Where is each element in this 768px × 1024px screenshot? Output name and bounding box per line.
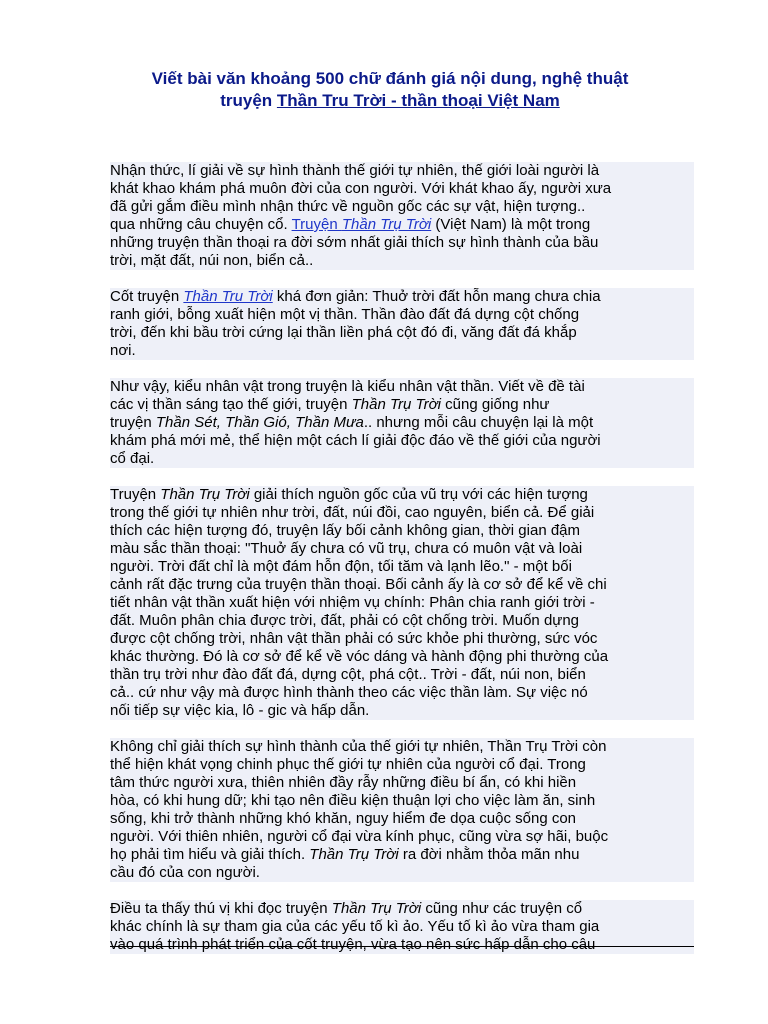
- text-line: khám phá mới mẻ, thể hiện một cách lí giải độc đáo về thế giới của người: [110, 432, 601, 449]
- text-line: [110, 414, 694, 432]
- text-line: trời, mặt đất, núi non, biển cả..: [110, 252, 314, 269]
- text-line: cảnh rất đặc trưng của truyện thần thoại. Bối cảnh ấy là cơ sở để kể về chi: [110, 576, 607, 593]
- text-line: ranh giới, bỗng xuất hiện một vị thần. Thần đào đất đá dựng cột chống: [110, 306, 580, 323]
- text-line: [110, 900, 694, 918]
- page-title: [60, 68, 720, 112]
- italic-text: Thần Sét, Thần Gió, Thần Mưa: [155, 414, 364, 431]
- text-line: tâm thức người xưa, thiên nhiên đầy rẫy những điều bí ẩn, có khi hiền: [110, 774, 577, 791]
- text-run: cũng như các truyện cổ: [421, 900, 583, 917]
- italic-text: Thần Trụ Trời: [331, 900, 422, 917]
- text-line: thích các hiện tượng đó, truyện lấy bối cảnh không gian, thời gian đậm: [110, 522, 581, 539]
- paragraph-5: [110, 738, 694, 882]
- text-line: Nhận thức, lí giải về sự hình thành thế giới tự nhiên, thế giới loài người là: [110, 162, 600, 179]
- text-run: Điều ta thấy thú vị khi đọc truyện: [110, 900, 332, 917]
- text-line: những truyện thần thoại ra đời sớm nhất giải thích sự hình thành của bầu: [110, 234, 599, 251]
- italic-text: Thần Trụ Trời: [160, 486, 250, 503]
- text-line: khác thường. Đó là cơ sở để kể về vóc dáng và hành động phi thường của: [110, 648, 609, 665]
- story-link[interactable]: [292, 216, 432, 233]
- text-line: [110, 216, 694, 234]
- text-run: giải thích nguồn gốc của vũ trụ với các hiện tượng: [249, 486, 588, 503]
- text-line: người. Với thiên nhiên, người cổ đại vừa kính phục, cũng vừa sợ hãi, buộc: [110, 828, 609, 845]
- text-line: khác chính là sự tham gia của các yếu tố kì ảo. Yếu tố kì ảo vừa tham gia: [110, 918, 600, 935]
- title-prefix: truyện: [220, 91, 277, 110]
- paragraph-2: [110, 288, 694, 360]
- text-line: trong thế giới tự nhiên như trời, đất, núi đồi, cao nguyên, biển cả. Để giải: [110, 504, 595, 521]
- title-link[interactable]: Thần Tru Trời - thần thoại Việt Nam: [276, 91, 560, 110]
- text-line: khát khao khám phá muôn đời của con người. Với khát khao ấy, người xưa: [110, 180, 612, 197]
- text-run: .. nhưng mỗi câu chuyện lại là một: [363, 414, 594, 431]
- paragraph-1: [110, 162, 694, 270]
- text-line: [110, 486, 694, 504]
- text-run: ra đời nhằm thỏa mãn nhu: [398, 846, 580, 863]
- text-line: thể hiện khát vọng chinh phục thế giới tự nhiên của người cổ đại. Trong: [110, 756, 586, 773]
- paragraph-3: [110, 378, 694, 468]
- paragraph-4: [110, 486, 694, 720]
- text-line: cả.. cứ như vậy mà được hình thành theo các việc thần làm. Sự việc nó: [110, 684, 588, 701]
- text-run: truyện: [110, 414, 156, 431]
- title-line-2: [60, 90, 720, 112]
- page-bottom-rule: [110, 946, 694, 947]
- italic-text: Thần Trụ Trời: [309, 846, 399, 863]
- text-line: cổ đại.: [110, 450, 155, 467]
- text-line: [110, 846, 694, 864]
- text-line: thần trụ trời như đào đất đá, dựng cột, phá cột.. Trời - đất, núi non, biển: [110, 666, 586, 683]
- text-run: các vị thần sáng tạo thế giới, truyện: [110, 396, 352, 413]
- text-line: Như vậy, kiểu nhân vật trong truyện là kiểu nhân vật thần. Viết về đề tài: [110, 378, 585, 395]
- text-line: [110, 288, 694, 306]
- text-line: nối tiếp sự việc kia, lô - gic và hấp dẫn.: [110, 702, 370, 719]
- text-line: sống, khi trở thành những khó khăn, nguy hiểm đe dọa cuộc sống con: [110, 810, 577, 827]
- text-line: trời, đến khi bầu trời cứng lại thần liền phá cột đó đi, văng đất đá khắp: [110, 324, 577, 341]
- story-link[interactable]: Thần Tru Trời: [183, 288, 273, 305]
- text-line: màu sắc thần thoại: "Thuở ấy chưa có vũ trụ, chưa có muôn vật và loài: [110, 540, 583, 557]
- text-run: cũng giống như: [441, 396, 550, 413]
- text-run: qua những câu chuyện cổ.: [110, 216, 292, 233]
- text-line: đã gửi gắm điều mình nhận thức về nguồn gốc các sự vật, hiện tượng..: [110, 198, 586, 215]
- text-line: được cột chống trời, nhân vật thần phải có sức khỏe phi thường, sức vóc: [110, 630, 598, 647]
- text-line: cầu đó của con người.: [110, 864, 260, 881]
- text-line: hòa, có khi hung dữ; khi tạo nên điều kiện thuận lợi cho việc làm ăn, sinh: [110, 792, 596, 809]
- text-run: Cốt truyện: [110, 288, 184, 305]
- text-run: Truyện: [110, 486, 161, 503]
- text-run: khá đơn giản: Thuở trời đất hỗn mang chưa chia: [272, 288, 601, 305]
- link-text: Truyện: [291, 216, 342, 233]
- link-text-italic: Thần Trụ Trời: [341, 216, 432, 233]
- text-line: vào quá trình phát triển của cốt truyện, vừa tạo nên sức hấp dẫn cho câu: [110, 936, 596, 953]
- text-line: tiết nhân vật thần xuất hiện với nhiệm vụ chính: Phân chia ranh giới trời -: [110, 594, 595, 611]
- text-line: Không chỉ giải thích sự hình thành của thế giới tự nhiên, Thần Trụ Trời còn: [110, 738, 607, 755]
- article-body: [110, 162, 694, 972]
- italic-text: Thần Trụ Trời: [351, 396, 441, 413]
- text-line: nơi.: [110, 342, 136, 359]
- text-run: họ phải tìm hiểu và giải thích.: [110, 846, 310, 863]
- text-line: người. Trời đất chỉ là một đám hỗn độn, tối tăm và lạnh lẽo." - một bối: [110, 558, 572, 575]
- text-run: (Việt Nam) là một trong: [431, 216, 591, 233]
- text-line: [110, 396, 694, 414]
- title-line-1: Viết bài văn khoảng 500 chữ đánh giá nội dung, nghệ thuật: [151, 69, 629, 88]
- text-line: đất. Muôn phân chia được trời, đất, phải có cột chống trời. Muốn dựng: [110, 612, 580, 629]
